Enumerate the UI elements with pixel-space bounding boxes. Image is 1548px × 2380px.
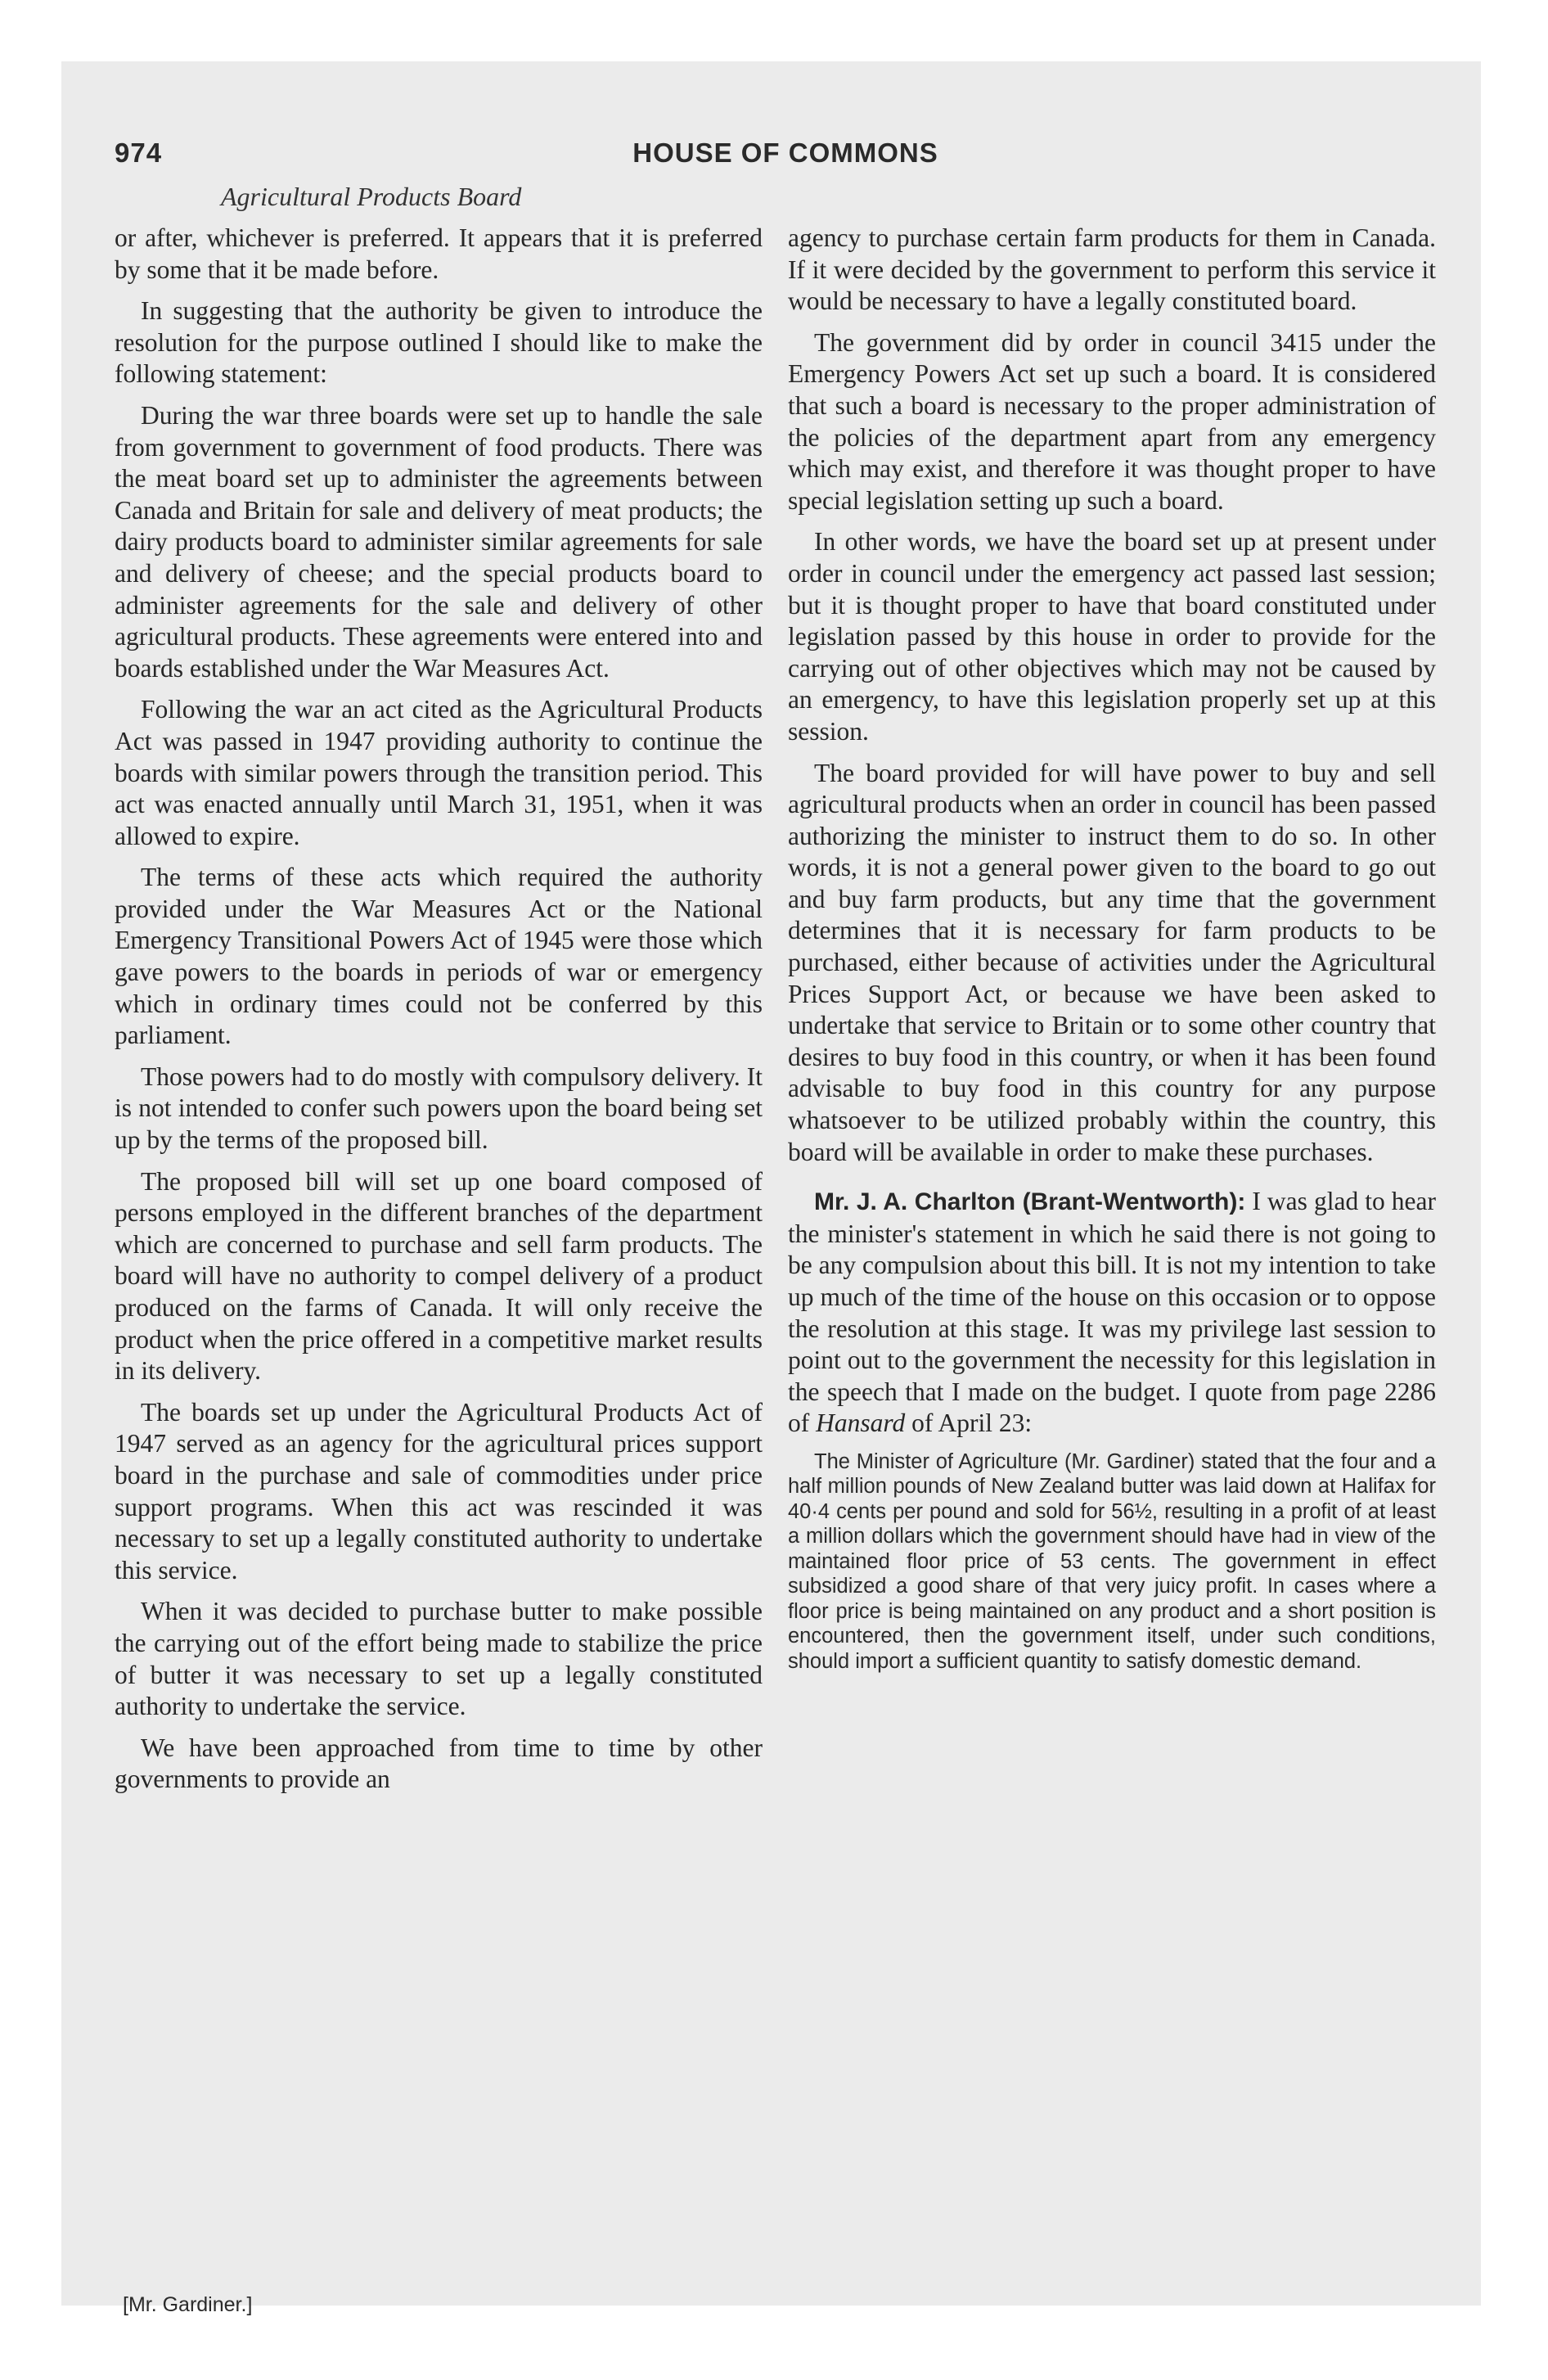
paragraph: Following the war an act cited as the Agricultural Products Act was passed in 1947 providing authority to continue the boards with similar powers through the transition period. This act was enacted annually until March 31, 1951, when it was allowed to expire.: [115, 695, 763, 850]
page-number: 974: [115, 137, 163, 168]
paragraph: The board provided for will have power to buy and sell agricultural products when an order in council has been passed authorizing the minister to instruct them to do so. In other words, it is not a general power given to the board to go out and buy farm products, but any time that the government determines that it is necessary for farm products to be purchased, either because of activities under the Agricultural Prices Support Act, or because we have been asked to undertake that service to Britain or to some other country that desires to buy food in this country, or when it has been found advisable to buy food in this country for any purpose whatsoever to be utilized probably within the country, this board will be available in order to make these purchases.: [788, 758, 1436, 1166]
paragraph: or after, whichever is preferred. It appears that it is preferred by some that it be made before.: [115, 223, 763, 284]
block-quote: The Minister of Agriculture (Mr. Gardiner) stated that the four and a half million pounds of New Zealand butter was laid down at Halifax for 40·4 cents per pound and sold for 56½, resulting in a profit of at least a million dollars which the government should have had in view of the maintained floor price of 53 cents. The government in effect subsidized a good share of that very juicy profit. In cases where a floor price is being maintained on any product and a short position is encountered, then the government itself, under such conditions, should import a sufficient quantity to satisfy domestic demand.: [788, 1449, 1436, 1673]
paragraph: During the war three boards were set up to handle the sale from government to government of food products. There was the meat board set up to administer the agreements between Canada and Britain for sale and delivery of meat products; the dairy products board to administer similar agreements for sale and delivery of cheese; and the special products board to administer agreements for the sale and delivery of other agricultural products. These agreements were entered into and boards established under the War Measures Act.: [115, 400, 763, 683]
page-header: [115, 137, 1456, 178]
paragraph: The terms of these acts which required the authority provided under the War Measures Act or the National Emergency Transitional Powers Act of 1945 were those which gave powers to the boards in periods of war or emergency which in ordinary times could not be conferred by this parliament.: [115, 863, 763, 1050]
page-title: HOUSE OF COMMONS: [632, 137, 938, 168]
right-column: [788, 223, 1436, 1684]
paragraph: We have been approached from time to time by other governments to provide an: [115, 1733, 763, 1794]
paragraph: The boards set up under the Agricultural Products Act of 1947 served as an agency for the agricultural prices support board in the purchase and sale of commodities under price support programs. When this act was rescinded it was necessary to set up a legally constituted authority to undertake this service.: [115, 1397, 763, 1584]
speech-text: I was glad to hear the minister's statement in which he said there is not going to be any compulsion about this bill. It is not my intention to take up much of the time of the house on this occasion or to oppose the resolution at this stage. It was my privilege last session to point out to the government the necessity for this legislation in the speech that I made on the budget. I quote from page 2286 of: [788, 1187, 1437, 1438]
paragraph: In other words, we have the board set up at present under order in council under the emergency act passed last session; but it is thought proper to have that board constituted under legislation passed by this house in order to provide for the carrying out of other objectives which may not be caused by an emergency, to have this legislation properly set up at this session.: [788, 527, 1436, 746]
speech-text-end: of April 23:: [905, 1409, 1033, 1438]
paragraph: agency to purchase certain farm products for them in Canada. If it were decided by the government to perform this service it would be necessary to have a legally constituted board.: [788, 223, 1436, 316]
paragraph: Those powers had to do mostly with compulsory delivery. It is not intended to confer such powers upon the board being set up by the terms of the proposed bill.: [115, 1062, 763, 1155]
left-column: [115, 223, 763, 1805]
paragraph: In suggesting that the authority be given to introduce the resolution for the purpose outlined I should like to make the following statement:: [115, 296, 763, 389]
paragraph: The government did by order in council 3415 under the Emergency Powers Act set up such a board. It is considered that such a board is necessary to the proper administration of the policies of the department apart from any emergency which may exist, and therefore it was thought proper to have special legislation setting up such a board.: [788, 327, 1436, 515]
subject-heading: Agricultural Products Board: [221, 182, 522, 211]
footer-speaker-reference: [Mr. Gardiner.]: [123, 2293, 253, 2316]
paragraph: The proposed bill will set up one board composed of persons employed in the different branches of the department which are concerned to purchase and sell farm products. The board will have no authority to compel delivery of a product produced on the farms of Canada. It will only receive the product when the price offered in a competitive market results in its delivery.: [115, 1166, 763, 1386]
speech-paragraph: [788, 1186, 1436, 1440]
paragraph: When it was decided to purchase butter to make possible the carrying out of the effort being made to stabilize the price of butter it was necessary to set up a legally constituted authority to undertake the service.: [115, 1597, 763, 1721]
speaker-name: Mr. J. A. Charlton (Brant-Wentworth):: [814, 1188, 1246, 1216]
hansard-title: Hansard: [816, 1409, 906, 1438]
